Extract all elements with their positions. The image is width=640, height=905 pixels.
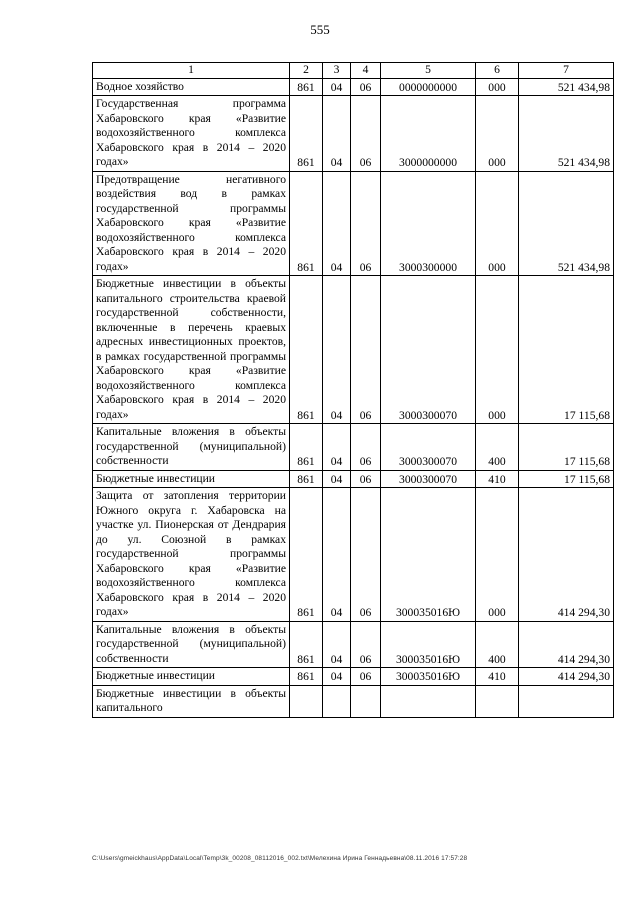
amount-cell: 521 434,98: [519, 78, 614, 96]
column-header: 1: [93, 63, 290, 79]
subsection-code-cell: 06: [351, 171, 381, 276]
budget-table: [92, 62, 614, 718]
table-row: [93, 668, 614, 686]
subsection-code-cell: 06: [351, 488, 381, 622]
table-row: [93, 96, 614, 172]
subsection-code-cell: 06: [351, 668, 381, 686]
amount-cell: 17 115,68: [519, 470, 614, 488]
amount-cell: 414 294,30: [519, 668, 614, 686]
amount-cell: 521 434,98: [519, 96, 614, 172]
expense-type-cell: [476, 685, 519, 717]
expense-type-cell: 000: [476, 96, 519, 172]
subsection-code-cell: 06: [351, 621, 381, 668]
subsection-code-cell: 04: [323, 668, 351, 686]
table-row: [93, 424, 614, 471]
item-name-cell: Бюджетные инвестиции в объекты капитального: [93, 685, 290, 717]
section-code-cell: [290, 685, 323, 717]
column-header: 7: [519, 63, 614, 79]
expense-type-cell: 000: [476, 171, 519, 276]
subsection-code-cell: 06: [351, 276, 381, 424]
column-header: 5: [381, 63, 476, 79]
subsection-code-cell: 04: [323, 78, 351, 96]
amount-cell: 17 115,68: [519, 276, 614, 424]
expense-type-cell: 400: [476, 621, 519, 668]
target-article-cell: 3000300000: [381, 171, 476, 276]
section-code-cell: 861: [290, 424, 323, 471]
column-header: 6: [476, 63, 519, 79]
expense-type-cell: 000: [476, 78, 519, 96]
section-code-cell: 861: [290, 96, 323, 172]
target-article-cell: 3000300070: [381, 424, 476, 471]
item-name-cell: Капитальные вложения в объекты государственной (муниципальной) собственности: [93, 424, 290, 471]
expense-type-cell: 410: [476, 470, 519, 488]
target-article-cell: [381, 685, 476, 717]
table-row: [93, 78, 614, 96]
column-header: 2: [290, 63, 323, 79]
target-article-cell: 3000300070: [381, 276, 476, 424]
column-header: 3: [323, 63, 351, 79]
table-row: [93, 488, 614, 622]
target-article-cell: 300035016Ю: [381, 668, 476, 686]
subsection-code-cell: 04: [323, 488, 351, 622]
table-row: [93, 685, 614, 717]
item-name-cell: Водное хозяйство: [93, 78, 290, 96]
subsection-code-cell: 06: [351, 78, 381, 96]
file-path-footer: C:\Users\gmeickhaus\AppData\Local\Temp\3k_00208_08112016_002.txt\Мелехина Ирина Геннадьевна\08.11.2016 17:57:28: [92, 855, 468, 862]
item-name-cell: Предотвращение негативного воздействия вод в рамках государственной программы Хабаровского края «Развитие водохозяйственного комплекса Хабаровского края в 2014 – 2020 годах»: [93, 171, 290, 276]
item-name-cell: Бюджетные инвестиции: [93, 470, 290, 488]
subsection-code-cell: 06: [351, 470, 381, 488]
target-article-cell: 3000000000: [381, 96, 476, 172]
expense-type-cell: 000: [476, 276, 519, 424]
subsection-code-cell: 04: [323, 171, 351, 276]
section-code-cell: 861: [290, 470, 323, 488]
table-row: [93, 171, 614, 276]
item-name-cell: Бюджетные инвестиции в объекты капитального строительства краевой государственной собственности, включенные в перечень краевых адресных инвестиционных проектов, в рамках государственной программы Хабаровского края «Развитие водохозяйственного комплекса Хабаровского края в 2014 – 2020 годах»: [93, 276, 290, 424]
amount-cell: [519, 685, 614, 717]
target-article-cell: 3000300070: [381, 470, 476, 488]
item-name-cell: Защита от затопления территории Южного округа г. Хабаровска на участке ул. Пионерская от Дендрария до ул. Союзной в рамках государственной программы Хабаровского края «Развитие водохозяйственного комплекса Хабаровского края в 2014 – 2020 годах»: [93, 488, 290, 622]
amount-cell: 414 294,30: [519, 488, 614, 622]
section-code-cell: 861: [290, 488, 323, 622]
subsection-code-cell: 04: [323, 276, 351, 424]
item-name-cell: Капитальные вложения в объекты государственной (муниципальной) собственности: [93, 621, 290, 668]
subsection-code-cell: [351, 685, 381, 717]
item-name-cell: Бюджетные инвестиции: [93, 668, 290, 686]
subsection-code-cell: 04: [323, 621, 351, 668]
expense-type-cell: 410: [476, 668, 519, 686]
amount-cell: 17 115,68: [519, 424, 614, 471]
expense-type-cell: 400: [476, 424, 519, 471]
subsection-code-cell: 06: [351, 424, 381, 471]
table-row: [93, 621, 614, 668]
target-article-cell: 300035016Ю: [381, 488, 476, 622]
target-article-cell: 0000000000: [381, 78, 476, 96]
amount-cell: 521 434,98: [519, 171, 614, 276]
subsection-code-cell: [323, 685, 351, 717]
section-code-cell: 861: [290, 621, 323, 668]
item-name-cell: Государственная программа Хабаровского края «Развитие водохозяйственного комплекса Хабаровского края в 2014 – 2020 годах»: [93, 96, 290, 172]
target-article-cell: 300035016Ю: [381, 621, 476, 668]
column-header: 4: [351, 63, 381, 79]
subsection-code-cell: 04: [323, 424, 351, 471]
section-code-cell: 861: [290, 276, 323, 424]
table-header-row: [93, 63, 614, 79]
subsection-code-cell: 04: [323, 470, 351, 488]
subsection-code-cell: 04: [323, 96, 351, 172]
amount-cell: 414 294,30: [519, 621, 614, 668]
expense-type-cell: 000: [476, 488, 519, 622]
subsection-code-cell: 06: [351, 96, 381, 172]
table-row: [93, 276, 614, 424]
page-number: 555: [310, 22, 330, 37]
section-code-cell: 861: [290, 171, 323, 276]
section-code-cell: 861: [290, 668, 323, 686]
section-code-cell: 861: [290, 78, 323, 96]
table-row: [93, 470, 614, 488]
